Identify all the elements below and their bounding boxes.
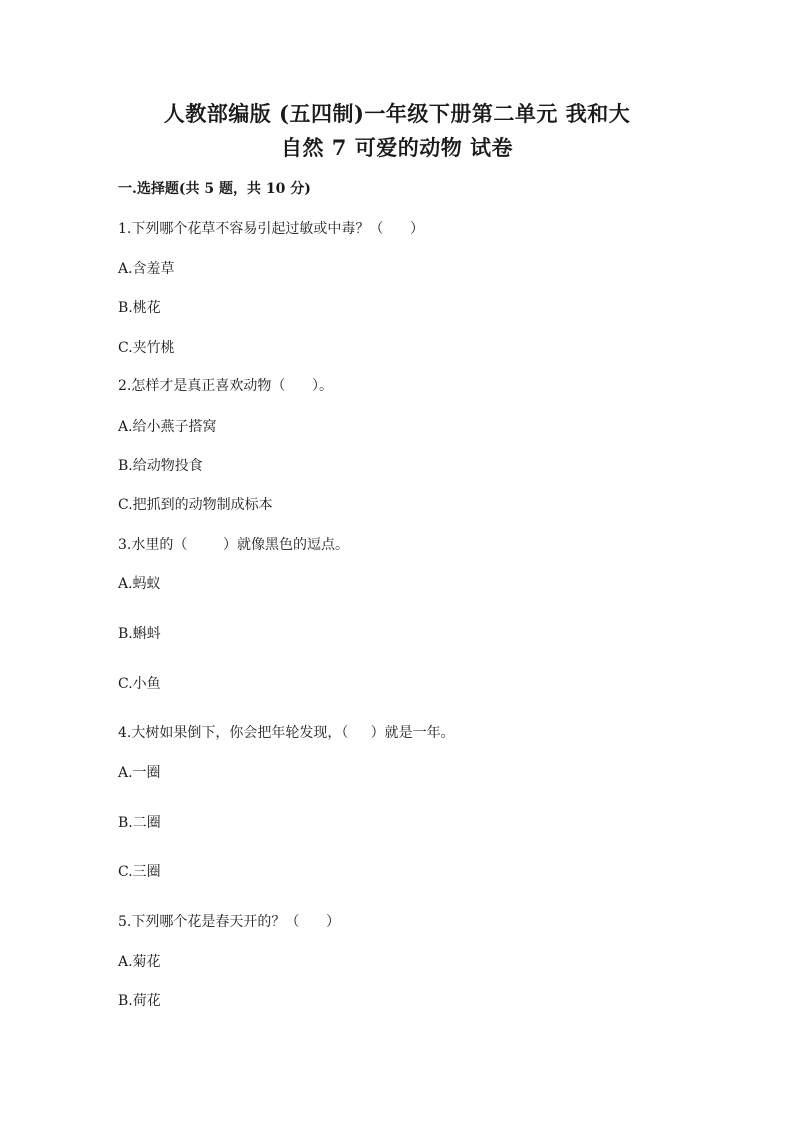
question-3-stem: 3.水里的（ ）就像黑色的逗点。 (118, 537, 349, 553)
question-3-option-b: B.蝌蚪 (118, 626, 161, 642)
question-2-stem: 2.怎样才是真正喜欢动物（ ）。 (118, 378, 334, 394)
question-2-option-a: A.给小燕子搭窝 (118, 419, 217, 435)
question-5-option-a: A.菊花 (118, 954, 161, 970)
question-5-stem: 5.下列哪个花是春天开的？（ ） (118, 914, 341, 930)
question-3-option-c: C.小鱼 (118, 676, 161, 692)
question-4-option-c: C.三圈 (118, 864, 161, 880)
section-heading: 一.选择题(共 5 题，共 10 分) (118, 181, 311, 197)
question-4-option-b: B.二圈 (118, 815, 161, 831)
question-1-option-a: A.含羞草 (118, 261, 175, 277)
question-3-option-a: A.蚂蚁 (118, 576, 161, 592)
question-4-option-a: A.一圈 (118, 765, 161, 781)
question-1-option-b: B.桃花 (118, 300, 161, 316)
question-2-option-c: C.把抓到的动物制成标本 (118, 497, 273, 513)
question-1-option-c: C.夹竹桃 (118, 340, 175, 356)
page-title-line-1: 人教部编版 (五四制)一年级下册第二单元 我和大 (163, 101, 631, 126)
question-5-option-b: B.荷花 (118, 993, 161, 1009)
page-title-line-2: 自然 7 可爱的动物 试卷 (280, 135, 514, 160)
question-4-stem: 4.大树如果倒下，你会把年轮发现，（ ）就是一年。 (118, 725, 455, 741)
question-1-stem: 1.下列哪个花草不容易引起过敏或中毒？（ ） (118, 221, 425, 237)
question-2-option-b: B.给动物投食 (118, 458, 203, 474)
